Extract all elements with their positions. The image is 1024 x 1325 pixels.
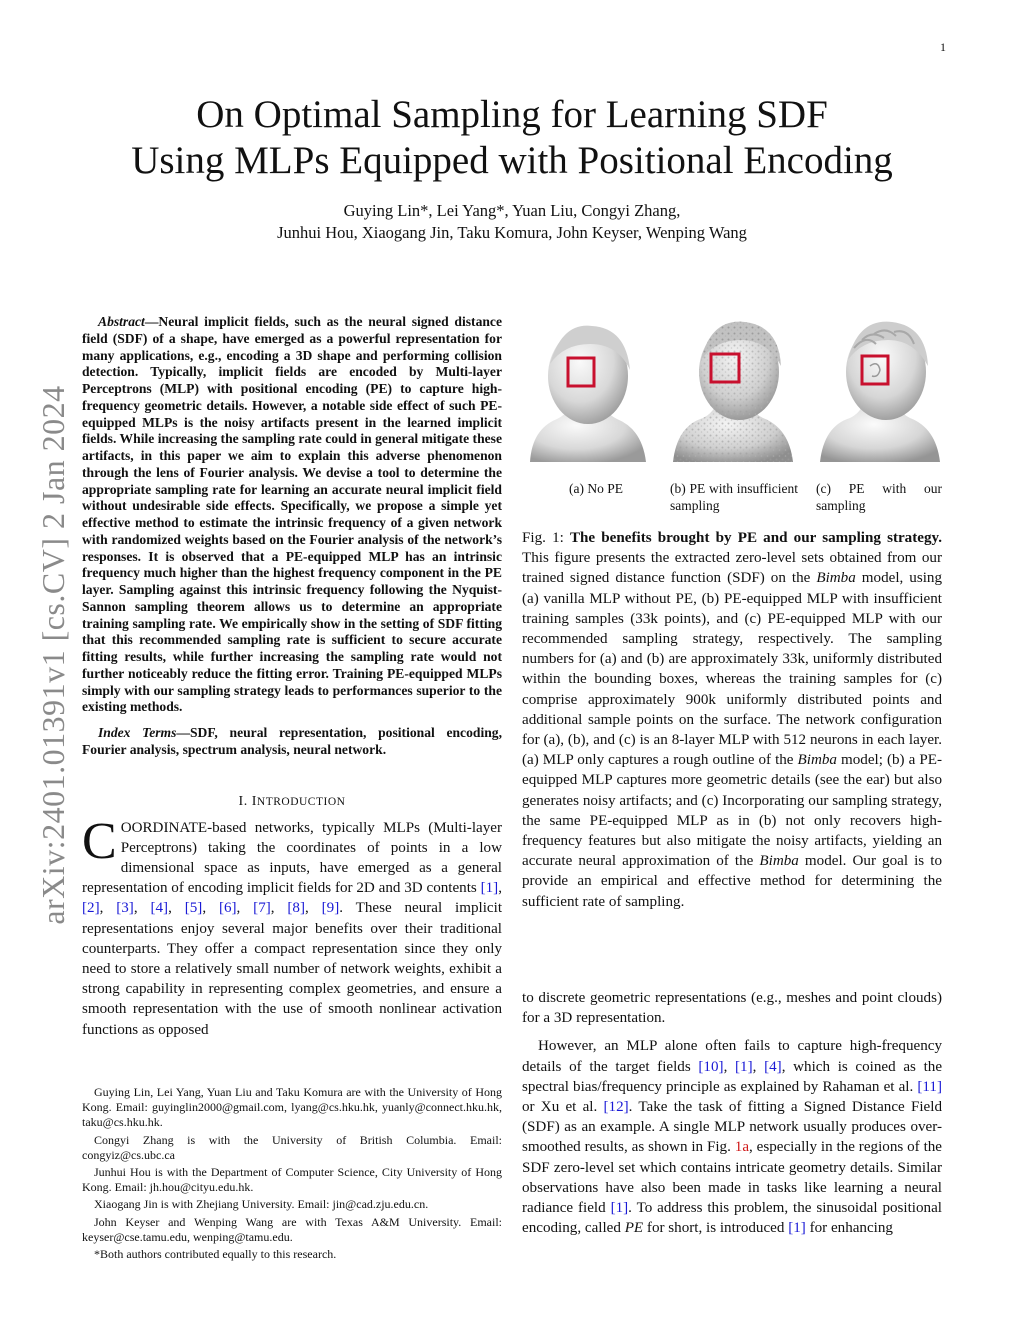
model-name: Bimba [759, 853, 799, 870]
authors-line-1: Guying Lin*, Lei Yang*, Yuan Liu, Congyi Zhang, [343, 201, 681, 220]
model-name: Bimba [816, 570, 856, 587]
title-line-1: On Optimal Sampling for Learning SDF [196, 93, 828, 136]
index-terms-text: —SDF, neural representation, positional encoding, Fourier analysis, spectrum analysis, neural network. [82, 725, 502, 757]
footnote: Junhui Hou is with the Department of Computer Science, City University of Hong Kong. Email: jh.hou@cityu.edu.hk. [82, 1165, 502, 1195]
body-text: , which is coined as the spectral bias/frequency principle as explained by Rahaman et al. [522, 1058, 943, 1095]
caption-text: model, using (a) vanilla MLP without PE, (b) PE-equipped MLP with insufficient training samples (33k points), and (c) PE-equipped MLP with our recommended sampling strategy, respectively. The sampling numbers for (a) and (b) are approximately 33k, uniformly distributed within the bounding boxes, whereas the training samples for (c) comprise approximately 900k uniformly distributed points and additional sample points on the surface. The network configuration for (a), (b), and (c) is an 8-layer MLP with 512 neurons in each layer. (a) MLP only captures a rough outline of the [522, 570, 942, 769]
body-text: . Take the task of fitting a Signed Distance Field (SDF) as an example. A single MLP network usually produces over-smoothed results, as shown in Fig. [522, 1099, 942, 1156]
paper-title [60, 92, 964, 184]
intro-first-word: OORDINATE [120, 819, 208, 836]
figure-link[interactable]: 1a [734, 1139, 750, 1156]
citation-link[interactable]: [7] [253, 900, 271, 917]
intro-text-a: -based networks, typically MLPs (Multi-layer Perceptrons) taking the coordinates of points in a low dimensional space as inputs, have emerged as a general representation of encoding implicit fields for 2D and 3D contents [82, 819, 502, 897]
citation-link[interactable]: [4] [150, 900, 169, 917]
abstract-label: Abstract [98, 314, 145, 329]
figure-1 [522, 314, 942, 464]
body-paragraph: to discrete geometric representations (e.g., meshes and point clouds) for a 3D representation. [522, 990, 942, 1027]
body-text: . To address this problem, the sinusoidal positional encoding, called [522, 1200, 942, 1237]
citation-link[interactable]: [9] [321, 900, 340, 917]
citation-link[interactable]: [6] [218, 900, 237, 917]
page-number: 1 [940, 40, 946, 54]
citation-link[interactable]: [5] [184, 900, 203, 917]
body-paragraph: However, an MLP alone often fails to capture high-frequency details of the target fields [10], [1], [4], which is coined as the spectral bias/frequency principle as explained by Rahaman et al. [11] or Xu et al. [12]. Take the task of fitting a Signed Distance Field (SDF) as an example. A single MLP network usually produces over-smoothed results, as shown in Fig. 1a, especially in the regions of the SDF zero-level set which contains intricate geometry details. Similar observations have also been made in tasks like learning a neural radiance field [1]. To address this problem, the sinusoidal positional encoding, called PE for short, is introduced [1] for enhancing [522, 1038, 943, 1237]
body-text: for short, is introduced [643, 1220, 789, 1237]
section-rest: NTRODUCTION [256, 795, 346, 808]
citation-link[interactable]: [12] [603, 1099, 629, 1116]
subcaptions [522, 470, 942, 514]
subcaption-a: (a) No PE [569, 481, 623, 496]
citation-link[interactable]: [1] [735, 1058, 753, 1075]
caption-label: Fig. 1: [522, 530, 570, 546]
citation-link[interactable]: [11] [917, 1078, 942, 1095]
footnote: Congyi Zhang is with the University of British Columbia. Email: congyiz@cs.ubc.ca [82, 1132, 502, 1162]
intro-paragraph: COORDINATE-based networks, typically MLPs (Multi-layer Perceptrons) taking the coordinates of points in a low dimensional space as inputs, have emerged as a general representation of encoding implicit fields for 2D and 3D contents [1], [2], [3], [4], [5], [6], [7], [8], [9]. These neural implicit representations enjoy several major benefits over their traditional counterparts. They offer a compact representation since they only need to store a relatively small number of network weights, exhibit a strong capability in representing complex geometries, and ensure a smooth representation with the use of smooth nonlinear activation functions as opposed [82, 812, 503, 1038]
left-column [82, 314, 502, 1040]
arxiv-watermark: arXiv:2401.01391v1 [cs.CV] 2 Jan 2024 [35, 385, 71, 925]
title-line-2: Using MLPs Equipped with Positional Encoding [131, 139, 893, 182]
intro-text-b: . These neural implicit representations enjoy several major benefits over their traditional counterparts. They offer a compact representation since they only need to store a relatively small number of network weights, exhibit a strong capability in representing complex geometries, and ensure a smooth representation with the use of smooth nonlinear activation functions as opposed [82, 900, 503, 1038]
footnote: John Keyser and Wenping Wang are with Texas A&M University. Email: keyser@cse.tamu.edu, wenping@tamu.edu. [82, 1214, 502, 1244]
section-heading-introduction [82, 794, 502, 810]
figure-caption [522, 528, 942, 912]
caption-text: model; (b) a PE-equipped MLP captures more geometric details (see the ear) but also generates noisy artifacts; and (c) Incorporating our sampling strategy, the same PE-equipped MLP as in (b) not only recovers high-frequency features but also mitigate the noisy artifacts, yielding an accurate neural approximation of the [522, 752, 942, 870]
footnote: Guying Lin, Lei Yang, Yuan Liu and Taku Komura are with the University of Hong Kong. Email: guyinglin2000@gmail.com, lyang@cs.hku.hk, yuanly@connect.hku.hk, taku@cs.hku.hk. [82, 1085, 502, 1130]
footnote: Xiaogang Jin is with Zhejiang University. Email: jin@cad.zju.edu.cn. [94, 1197, 429, 1212]
citation-link[interactable]: [8] [287, 900, 306, 917]
bust-render-pe-insufficient [667, 314, 797, 464]
abstract-text: —Neural implicit fields, such as the neural signed distance field (SDF) of a shape, have emerged as a powerful representation for many applications, e.g., encoding a 3D shape and performing collision detection. Typically, implicit fields are encoded by Multi-layer Perceptrons (MLP) with positional encoding (PE) to capture high-frequency geometric details. However, a notable side effect of such PE-equipped MLPs is the noisy artifacts present in the learned implicit fields. While increasing the sampling rate could in general mitigate these artifacts, in this paper we aim to explain this adverse phenomenon through the lens of Fourier analysis. We devise a tool to determine the appropriate sampling rate for learning an accurate neural implicit field without undesirable side effects. Specifically, we propose a simple yet effective method to estimate the intrinsic frequency of a given network with randomized weights based on the Fourier analysis of the network’s responses. It is observed that a PE-equipped MLP has an intrinsic frequency much higher than the highest frequency component in the PE layer. Sampling against this intrinsic frequency following the Nyquist-Sannon sampling theorem allows us to determine an appropriate training sampling rate. We empirically show in the setting of SDF fitting that this recommended sampling rate is sufficient to secure accurate fitting results, while further increasing the sampling rate would not further noticeably reduce the fitting error. Training PE-equipped MLPs simply with our sampling strategy leads to performances superior to the existing methods. [82, 314, 502, 715]
citation-link[interactable]: [4] [764, 1058, 782, 1075]
subcaption-c: (c) PE with our sampling [816, 481, 942, 513]
body-text: , especially in the regions of the SDF zero-level set which contains intricate geometry details. Similar observations have also been made in tasks like learning a neural radiance field [522, 1139, 943, 1217]
author-footnotes [82, 1085, 502, 1264]
section-first-letter: I [251, 793, 257, 809]
caption-text: model. Our goal is to provide an empirical and effective method for determining the sufficient rate of sampling. [522, 853, 943, 910]
right-column-body [522, 988, 942, 1238]
section-numeral: I. [238, 793, 252, 809]
citation-link[interactable]: [10] [698, 1058, 724, 1075]
citation-link[interactable]: [1] [610, 1200, 629, 1217]
drop-cap: C [82, 812, 117, 870]
body-text: for enhancing [805, 1220, 893, 1237]
authors-line-2: Junhui Hou, Xiaogang Jin, Taku Komura, John Keyser, Wenping Wang [277, 223, 747, 242]
caption-text: This figure presents the extracted zero-level sets obtained from our trained signed distance function (SDF) on the [522, 550, 942, 587]
citation-link[interactable]: [3] [116, 900, 134, 917]
citation-link[interactable]: [2] [82, 900, 100, 917]
index-terms-label: Index Terms [98, 725, 177, 740]
caption-bold: The benefits brought by PE and our sampling strategy. [569, 530, 942, 546]
body-text: However, an MLP alone often fails to capture high-frequency details of the target fields [522, 1038, 942, 1075]
citation-link[interactable]: [1] [788, 1220, 806, 1237]
body-text: or Xu et al. [522, 1099, 604, 1116]
author-list [60, 200, 964, 244]
subcaption-b: (b) PE with insufficient sampling [670, 481, 798, 513]
pe-term: PE [624, 1220, 644, 1237]
model-name: Bimba [797, 752, 837, 769]
bust-render-no-pe [522, 314, 652, 464]
abstract [82, 314, 502, 716]
index-terms [82, 725, 502, 759]
citation-link[interactable]: [1] [480, 880, 499, 897]
bust-render-pe-our-sampling [814, 314, 944, 464]
right-column-figure [522, 314, 942, 912]
footnote: *Both authors contributed equally to this research. [94, 1247, 337, 1262]
